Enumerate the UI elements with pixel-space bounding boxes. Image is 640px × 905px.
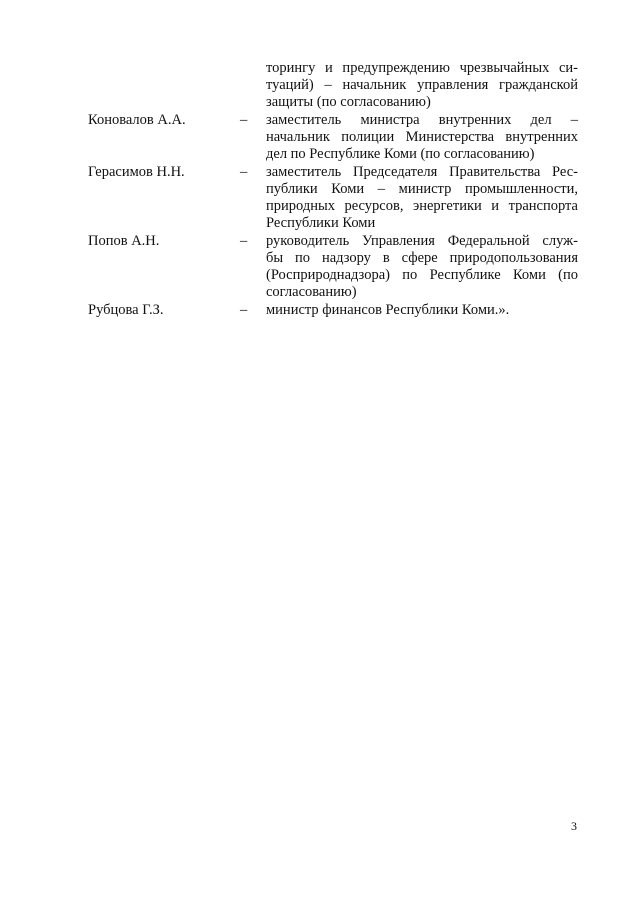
description-line: дел по Республике Коми (по согласованию) (266, 146, 535, 162)
description-line: (Росприроднадзора) по Республике Коми (по (266, 267, 578, 283)
continuation-description (266, 60, 578, 111)
description-line: заместитель министра внутренних дел – (266, 112, 578, 128)
member-position (266, 233, 578, 301)
member-name: Попов А.Н. (88, 233, 160, 249)
member-dash: – (240, 112, 248, 128)
member-name: Герасимов Н.Н. (88, 164, 185, 180)
description-line: защиты (по согласованию) (266, 94, 431, 110)
description-line: руководитель Управления Федеральной служ- (266, 233, 578, 249)
description-line: начальник полиции Министерства внутренних (266, 129, 578, 145)
description-line: заместитель Председателя Правительства Рес- (266, 164, 578, 180)
member-name: Коновалов А.А. (88, 112, 186, 128)
member-dash: – (240, 302, 248, 318)
description-line: Республики Коми (266, 215, 376, 231)
description-line: бы по надзору в сфере природопользования (266, 250, 578, 266)
member-position (266, 164, 578, 232)
member-name: Рубцова Г.З. (88, 302, 164, 318)
member-dash: – (240, 233, 248, 249)
description-line: туаций) – начальник управления гражданской (266, 77, 578, 93)
member-dash: – (240, 164, 248, 180)
description-line: министр финансов Республики Коми.». (266, 302, 510, 318)
description-line: согласованию) (266, 284, 357, 300)
member-position (266, 302, 578, 319)
page-number: 3 (571, 819, 577, 833)
description-line: природных ресурсов, энергетики и транспорта (266, 198, 578, 214)
description-line: торингу и предупреждению чрезвычайных си- (266, 60, 578, 76)
member-position (266, 112, 578, 163)
description-line: публики Коми – министр промышленности, (266, 181, 578, 197)
